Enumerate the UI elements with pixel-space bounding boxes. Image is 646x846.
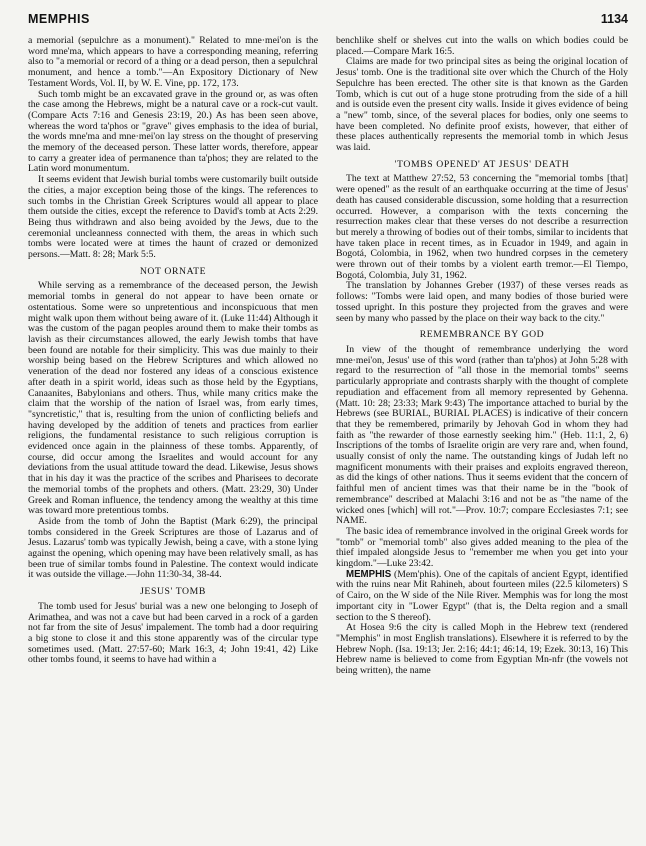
paragraph: Claims are made for two principal sites as being the original location of Jesus' tomb. One is the traditional site over which the Church of the Holy Sepulchre has been erected. The other site is that known as the Garden Tomb, which is cut out of a huge stone protruding from the side of a hill and is outside even the present city walls. Inside it gives evidence of being a "new" tomb, since, of the several places for bodies, only one seems to have been completed. No definite proof exists, however, that either of these places authentically represents the memorial tomb in which Jesus was laid. [336, 56, 628, 154]
section-heading: REMEMBRANCE BY GOD [419, 329, 545, 341]
paragraph: The basic idea of remembrance involved in the original Greek words for "tomb" or "memorial tomb" also gives added meaning to the plea of the thief impaled alongside Jesus to "remember me when you get into your kingdom."—Luke 23:42. [336, 525, 628, 570]
section-heading: JESUS' TOMB [140, 586, 206, 598]
entry-paragraph [336, 570, 628, 624]
paragraph: The tomb used for Jesus' burial was a new one belonging to Joseph of Arimathea, and was not a cave but had been carved in a rock of a garden not far from the site of Jesus' impalement. The tomb had a door requiring a big stone to close it and this stone apparently was of the circular type sometimes used. (Matt. 27:57-60; Mark 16:3, 4; John 19:41, 42) Like other tombs found, it seems to have had within a [28, 600, 318, 666]
right-column [336, 36, 628, 677]
paragraph: Such tomb might be an excavated grave in the ground or, as was often the case among the Hebrews, might be a natural cave or a rock-cut vault. (Compare Acts 7:16 and Genesis 23:19, 20.) As has been seen above, whereas the word ta'phos or "grave" gives emphasis to the idea of burial, the words mne'ma and mne·mei'on lay stress on the thought of preserving the memory of the deceased person. These latter words, therefore, appear to carry a greater idea of permanence than ta'phos; they are related to the Latin word monumentum. [28, 88, 318, 175]
running-head-title: MEMPHIS [28, 12, 90, 26]
paragraph: The translation by Johannes Greber (1937) of these verses reads as follows: "Tombs were laid open, and many bodies of those buried were tossed upright. In this posture they projected from the graves and were seen by many who passed by the place on their way back to the city." [336, 280, 628, 324]
running-head [0, 12, 646, 30]
paragraph: While serving as a remembrance of the deceased person, the Jewish memorial tombs in general do not appear to have been ornate or ostentatious. Some were so unpretentious and inconspicuous that men might walk upon them without being aware of it. (Luke 11:44) Although it was the custom of the pagan peoples around them to make their tombs as lavish as their circumstances allowed, the early Jewish tombs that have been found are notable for their simplicity. This was due mainly to their worship being based on the Hebrew Scriptures and which allowed no veneration of the dead nor fostered any ideas of a conscious existence after death in a spirit world, ideas such as those held by the Egyptians, Canaanites, Babylonians and others. Thus, while many critics make the claim that the worship of the nation of Israel was, from early times, "syncretistic," that is, resulting from the union of conflicting beliefs and having developed by the addition of tenets and practices from earlier religions, the fundamental resistance to such religious corruption is evidenced once again in the plainness of these tombs. Apparently, of course, did occur among the Israelites and would account for any deviations from the usual attitude toward the dead. Likewise, Jesus shows that in his day it was the practice of the scribes and Pharisees to decorate the memorial tombs of the prophets and others. (Matt. 23:29, 30) Under Greek and Roman influence, the tendency among the wealthy at this time was toward more pretentious tombs. [28, 280, 318, 517]
section-heading: 'TOMBS OPENED' AT JESUS' DEATH [394, 158, 570, 170]
paragraph: Aside from the tomb of John the Baptist (Mark 6:29), the principal tombs considered in the Greek Scriptures are those of Lazarus and of Jesus. Lazarus' tomb was typically Jewish, being a cave, with a stone lying against the opening, which opening may have been relatively small, as has been true of similar tombs found in Palestine. The context would indicate it was outside the village.—John 11:30-34, 38-44. [28, 515, 318, 581]
paragraph: At Hosea 9:6 the city is called Moph in the Hebrew text (rendered "Memphis" in most English translations). Elsewhere it is referred to by the Hebrew Noph. (Isa. 19:13; Jer. 2:16; 44:1; 46:14, 19; Ezek. 30:13, 16) This Hebrew name is believed to come from Egyptian Mn-nfr (the vowels not being written), the name [336, 622, 628, 677]
entry-headword: MEMPHIS [346, 568, 392, 580]
page-number: 1134 [600, 12, 628, 26]
section-heading: NOT ORNATE [139, 265, 207, 277]
paragraph: a memorial (sepulchre as a monument)." Related to mne·mei'on is the word mne'ma, which appears to have a corresponding meaning, referring also to "a memorial or record of a thing or a dead person, then a sepulchral monument, and hence a tomb."—An Expository Dictionary of New Testament Words, Vol. II, by W. E. Vine, pp. 172, 173. [28, 35, 318, 89]
paragraph: benchlike shelf or shelves cut into the walls on which bodies could be placed.—Compare Mark 16:5. [336, 35, 628, 57]
paragraph: In view of the thought of remembrance underlying the word mne·mei'on, Jesus' use of this word (rather than ta'phos) at John 5:28 with regard to the resurrection of "all those in the memorial tombs" seems particularly appropriate and contrasts sharply with the thought of complete repudiation and effacement from all memory represented by Gehenna. (Matt. 10: 28; 23:33; Mark 9:43) The importance attached to burial by the Hebrews (see BURIAL, BURIAL PLACES) is indicative of their concern that they be remembered, primarily by Jehovah God in whom they had faith as "the rewarder of those earnestly seeking him." (Heb. 11:1, 2, 6) Inscriptions of the tombs of Israelite origin are very rare and, when found, usually consist of only the name. The outstanding kings of Judah left no magnificent monuments with their praises and exploits engraved thereon, as did the kings of other nations. Thus it seems evident that the concern of faithful men of ancient times was that their name be in the "book of remembrance" described at Malachi 3:16 and not be as "the name of the wicked ones [which] will rot."—Prov. 10:7; compare Ecclesiastes 7:1; see NAME. [336, 343, 628, 527]
left-column [28, 36, 318, 666]
paragraph: The text at Matthew 27:52, 53 concerning the "memorial tombs [that] were opened" as the result of an earthquake occurring at the time of Jesus' death has caused considerable discussion, some holding that a resurrection occurred. However, a comparison with the texts concerning the resurrection makes clear that these verses do not describe a resurrection but merely a throwing of bodies out of their tombs, similar to incidents that have taken place in recent times, as in Ecuador in 1949, and again in Bogotá, Colombia, in 1962, when two hundred corpses in the cemetery were thrown out of their tombs by a violent earth tremor.—El Tiempo, Bogotá, Colombia, July 31, 1962. [336, 173, 628, 281]
paragraph: It seems evident that Jewish burial tombs were customarily built outside the cities, a major exception being those of the kings. The references to such tombs in the Christian Greek Scriptures would all appear to place them outside the cities, except the reference to David's tomb at Acts 2:29. Being thus withdrawn and also being avoided by the Jews, due to the ceremonial uncleanness connected with them, the areas in which such tombs were located were at times the haunt of crazed or demonized persons.—Matt. 8: 28; Mark 5:5. [28, 174, 318, 261]
entry-text: (Mem'phis). One of the capitals of ancient Egypt, identified with the ruins near Mit Rahineh, about fourteen miles (22.5 kilometers) S of Cairo, on the W side of the Nile River. Memphis was for long the most important city in "Lower Egypt" (that is, the Delta region and a small section to the S thereof). [336, 568, 628, 623]
